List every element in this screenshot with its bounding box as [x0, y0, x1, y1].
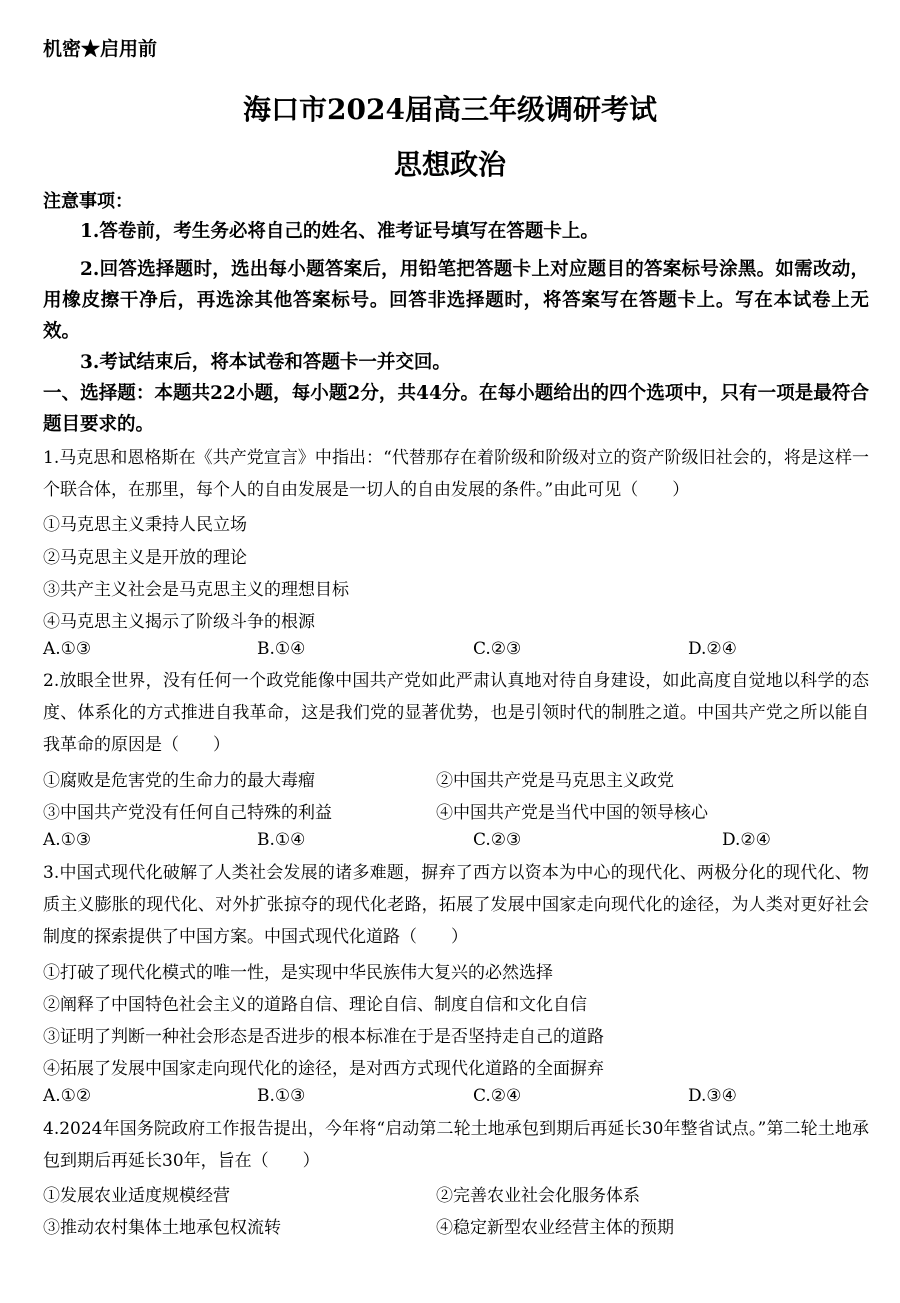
q2-statement-4: ④中国共产党是当代中国的领导核心	[436, 803, 708, 823]
subject-title: 思想政治	[393, 148, 506, 181]
question-2-stem: 2.放眼全世界，没有任何一个政党能像中国共产党如此严肃认真地对待自身建设，如此高度自觉地以科学的态度、体系化的方式推进自我革命，这是我们党的显著优势，也是引领时代的制胜之道。中国共产党之所以能自我革命的原因是（ ）	[43, 671, 869, 755]
q1-choice-c: C.②③	[473, 639, 522, 659]
notice-item-1: 1.答卷前，考生务必将自己的姓名、准考证号填写在答题卡上。	[80, 221, 599, 242]
q2-choice-a: A.①③	[43, 830, 92, 850]
q2-choice-b: B.①④	[257, 830, 306, 850]
q4-statement-4: ④稳定新型农业经营主体的预期	[436, 1218, 674, 1238]
notice-item-3: 3.考试结束后，将本试卷和答题卡一并交回。	[80, 352, 451, 373]
question-4-stem: 4.2024年国务院政府工作报告提出，今年将“启动第二轮土地承包到期后再延长30年整省试点。”第二轮土地承包到期后再延长30年，旨在（ ）	[43, 1119, 869, 1171]
q3-statement-3: ③证明了判断一种社会形态是否进步的根本标准在于是否坚持走自己的道路	[43, 1027, 604, 1047]
q3-statement-2: ②阐释了中国特色社会主义的道路自信、理论自信、制度自信和文化自信	[43, 995, 587, 1015]
q1-choice-b: B.①④	[257, 639, 306, 659]
question-3-stem: 3.中国式现代化破解了人类社会发展的诸多难题，摒弃了西方以资本为中心的现代化、两极分化的现代化、物质主义膨胀的现代化、对外扩张掠夺的现代化老路，拓展了发展中国家走向现代化的途径，为人类对更好社会制度的探索提供了中国方案。中国式现代化道路（ ）	[43, 863, 869, 947]
q2-choice-d: D.②④	[722, 830, 771, 850]
q1-statement-3: ③共产主义社会是马克思主义的理想目标	[43, 580, 349, 600]
q3-statement-4: ④拓展了发展中国家走向现代化的途径，是对西方式现代化道路的全面摒弃	[43, 1059, 604, 1079]
exam-title: 海口市2024届高三年级调研考试	[243, 93, 657, 126]
q1-statement-2: ②马克思主义是开放的理论	[43, 548, 247, 568]
q4-statement-1: ①发展农业适度规模经营	[43, 1186, 230, 1206]
q1-choice-a: A.①③	[43, 639, 92, 659]
secret-mark: 机密★启用前	[43, 38, 158, 60]
q4-statement-3: ③推动农村集体土地承包权流转	[43, 1218, 281, 1238]
section-heading: 一、选择题：本题共22小题，每小题2分，共44分。在每小题给出的四个选项中，只有一项是最符合题目要求的。	[43, 383, 869, 435]
q3-choice-a: A.①②	[43, 1086, 92, 1106]
q4-statement-2: ②完善农业社会化服务体系	[436, 1186, 640, 1206]
q3-choice-d: D.③④	[688, 1086, 737, 1106]
q3-choice-c: C.②④	[473, 1086, 522, 1106]
q1-statement-1: ①马克思主义秉持人民立场	[43, 515, 247, 535]
notice-item-2: 2.回答选择题时，选出每小题答案后，用铅笔把答题卡上对应题目的答案标号涂黑。如需改动，用橡皮擦干净后，再选涂其他答案标号。回答非选择题时，将答案写在答题卡上。写在本试卷上无效。	[43, 259, 869, 342]
q3-statement-1: ①打破了现代化模式的唯一性，是实现中华民族伟大复兴的必然选择	[43, 963, 553, 983]
q2-choice-c: C.②③	[473, 830, 522, 850]
q2-statement-1: ①腐败是危害党的生命力的最大毒瘤	[43, 771, 315, 791]
q2-statement-2: ②中国共产党是马克思主义政党	[436, 771, 674, 791]
q3-choice-b: B.①③	[257, 1086, 306, 1106]
q1-choice-d: D.②④	[688, 639, 737, 659]
question-1-stem: 1.马克思和恩格斯在《共产党宣言》中指出：“代替那存在着阶级和阶级对立的资产阶级旧社会的，将是这样一个联合体，在那里，每个人的自由发展是一切人的自由发展的条件。”由此可见（ ）	[43, 448, 869, 500]
q2-statement-3: ③中国共产党没有任何自己特殊的利益	[43, 803, 332, 823]
q1-statement-4: ④马克思主义揭示了阶级斗争的根源	[43, 612, 315, 632]
notice-heading: 注意事项：	[43, 191, 133, 212]
